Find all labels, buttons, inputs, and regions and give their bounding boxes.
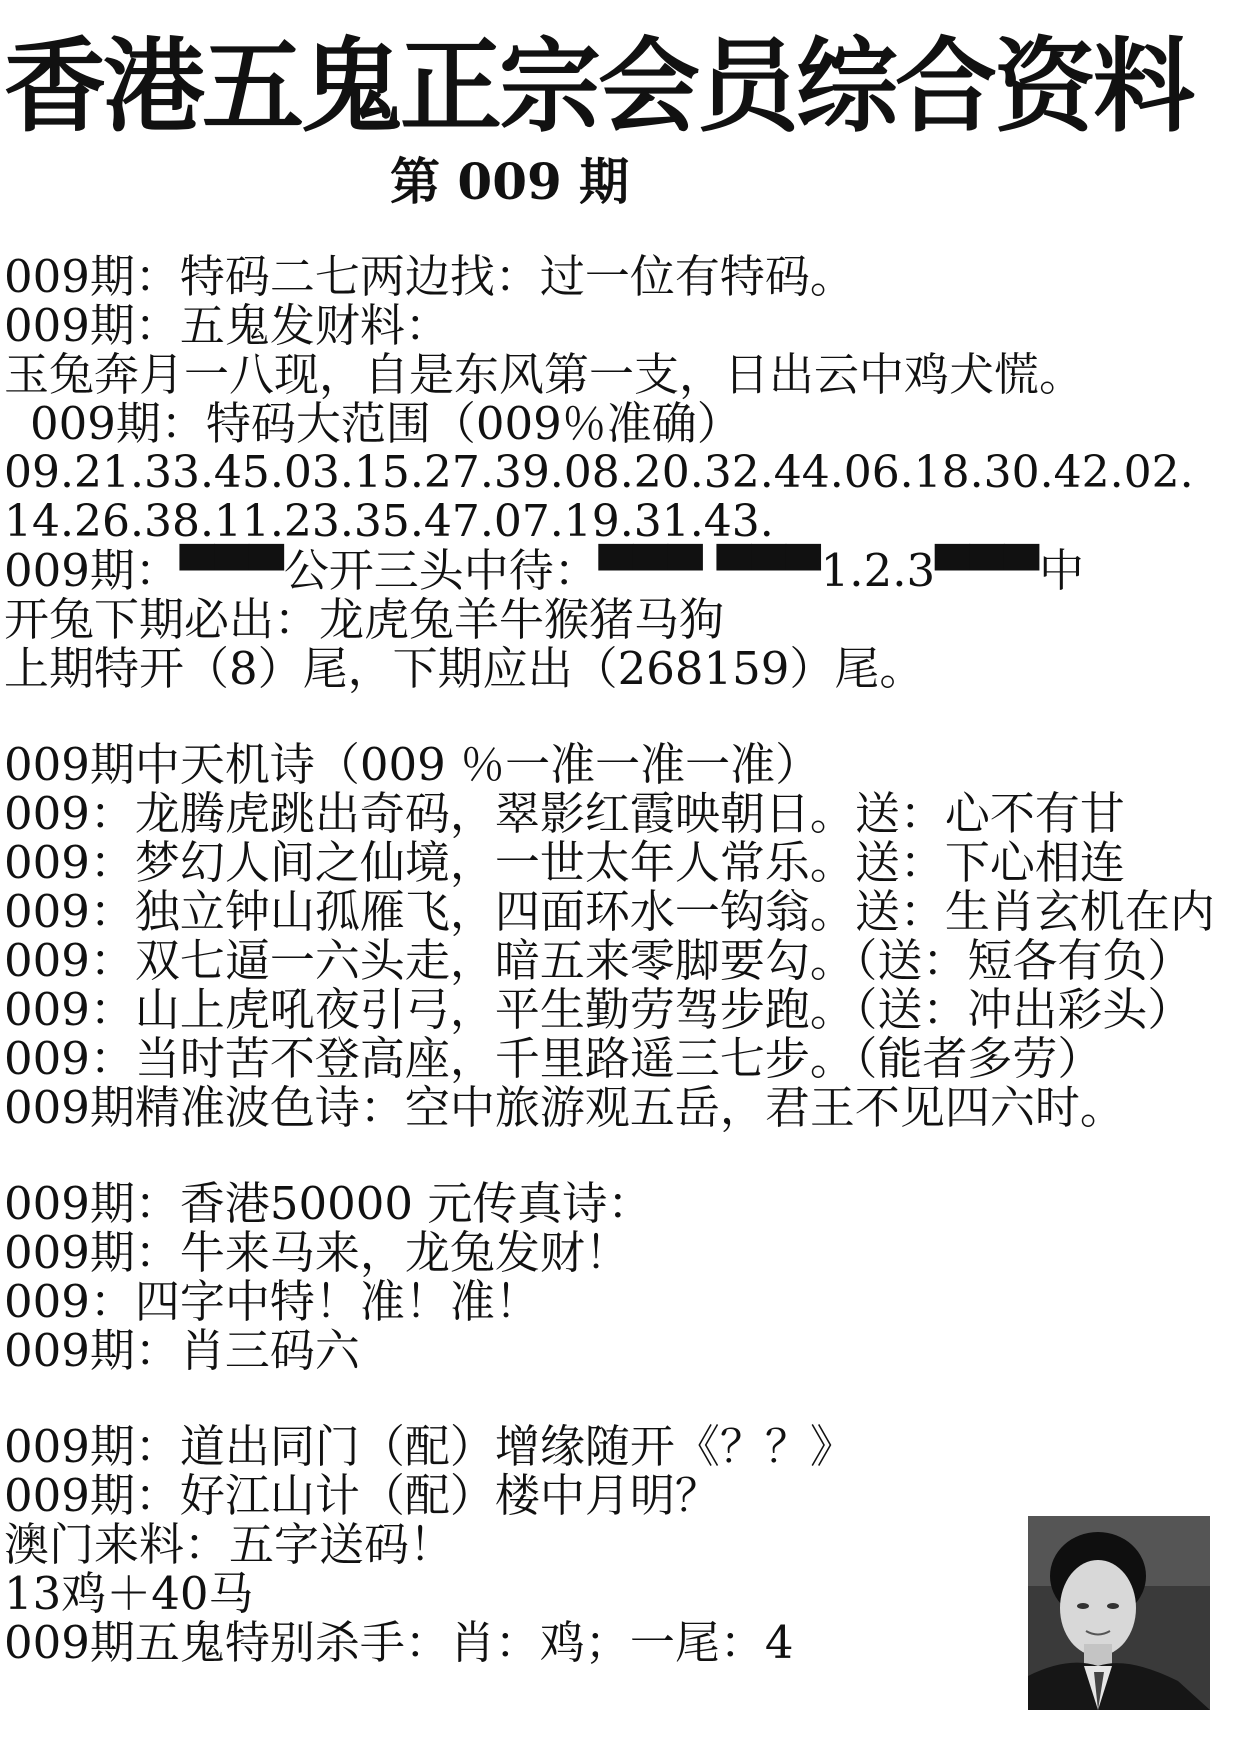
- spacer: [4, 1132, 1236, 1179]
- text-line: 009：当时苦不登高座，千里路遥三七步。（能者多劳）: [4, 1032, 1103, 1085]
- text-line: 009期五鬼特别杀手：肖：鸡；一尾：4: [4, 1616, 794, 1669]
- text-line: 009期：五鬼发财料：: [4, 299, 450, 352]
- text-line: 009期：肖三码六: [4, 1324, 360, 1377]
- text-line: 009：双七逼一六头走，暗五来零脚要勾。（送：短各有负）: [4, 934, 1193, 987]
- text-line: 澳门来料：五字送码！: [4, 1518, 455, 1571]
- spacer: [4, 693, 1236, 740]
- text-line: 009：梦幻人间之仙境，一世太年人常乐。送：下心相连: [4, 836, 1125, 889]
- text-line: 13鸡＋40马: [4, 1567, 254, 1620]
- text-line: 009期：好江山计（配）楼中月明？: [4, 1469, 720, 1522]
- text-line: 009期精准波色诗：空中旅游观五岳，君王不见四六时。: [4, 1081, 1125, 1134]
- issue-number: 第 009 期: [390, 152, 630, 211]
- text-line: 009期：特码大范围（009％准确）: [30, 397, 742, 450]
- text-line: 上期特开（8）尾，下期应出（268159）尾。: [4, 642, 925, 695]
- text-line: 009期中天机诗（009 ％一准一准一准）: [4, 738, 821, 791]
- text-line: 009：龙腾虎跳出奇码，翠影红霞映朝日。送：心不有甘: [4, 787, 1125, 840]
- spacer: [4, 1375, 1236, 1422]
- content-body: [4, 252, 1236, 1667]
- portrait-image: [1028, 1516, 1210, 1710]
- text-line: 玉兔奔月一八现，自是东风第一支，日出云中鸡犬慌。: [4, 348, 1085, 401]
- text-line: 009期：▀▀▀公开三头中待：▀▀▀ ▀▀▀1.2.3▀▀▀中: [4, 544, 1084, 597]
- number-line: 09.21.33.45.03.15.27.39.08.20.32.44.06.18.30.42.02.: [4, 447, 1194, 498]
- text-line: 009期：特码二七两边找：过一位有特码。: [4, 250, 855, 303]
- text-line: 009期：牛来马来，龙兔发财！: [4, 1226, 630, 1279]
- portrait-photo: [1028, 1516, 1210, 1710]
- number-line: 14.26.38.11.23.35.47.07.19.31.43.: [4, 496, 774, 547]
- text-line: 009：山上虎吼夜引弓，平生勤劳驾步跑。（送：冲出彩头）: [4, 983, 1193, 1036]
- page-title: 香港五鬼正宗会员综合资料: [4, 28, 1192, 147]
- text-line: 009：独立钟山孤雁飞，四面环水一钩翁。送：生肖玄机在内: [4, 885, 1215, 938]
- text-line: 009期：道出同门（配）增缘随开《？？》: [4, 1420, 855, 1473]
- text-line: 009：四字中特！准！准！: [4, 1275, 540, 1328]
- text-line: 开兔下期必出：龙虎兔羊牛猴猪马狗: [4, 593, 725, 646]
- text-line: 009期：香港50000 元传真诗：: [4, 1177, 653, 1230]
